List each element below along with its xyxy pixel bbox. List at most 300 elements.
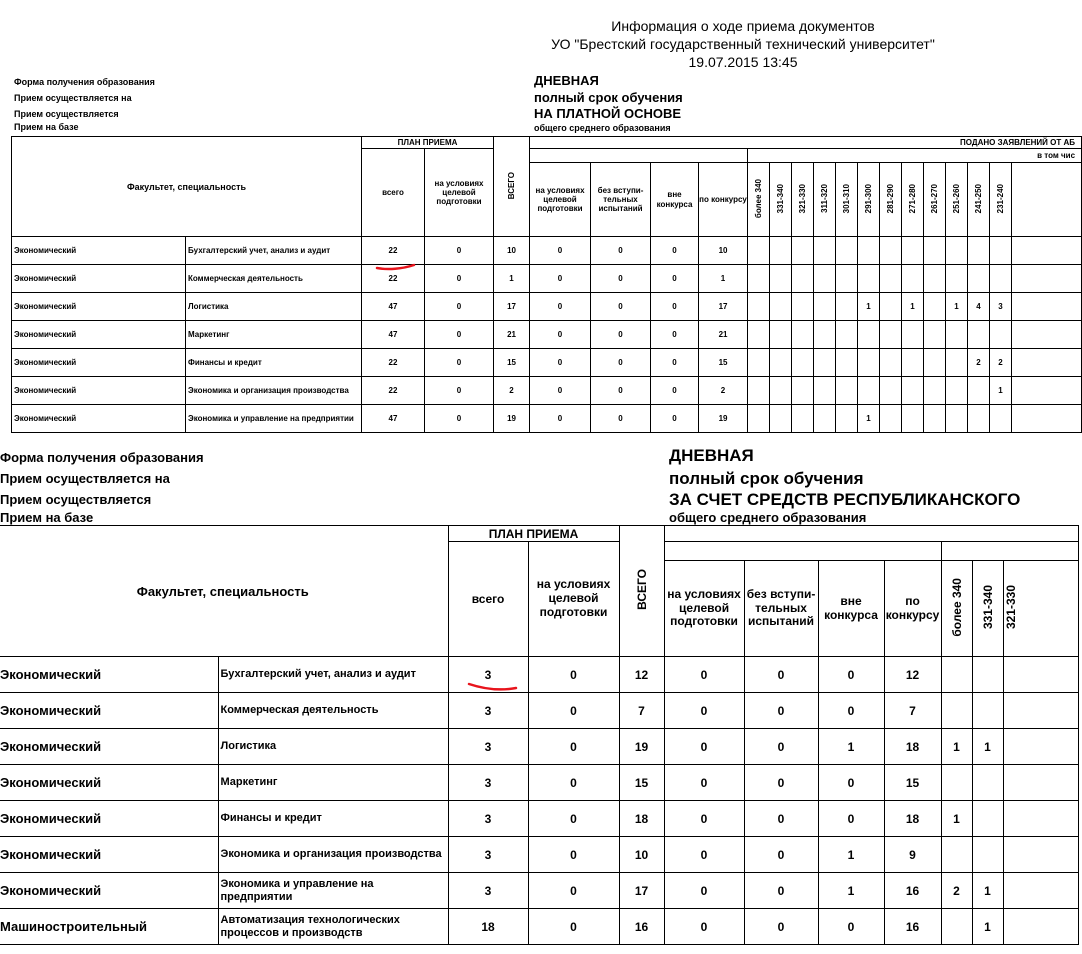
plan-total-cell: 3 [448,693,528,729]
faculty-cell: Экономический [0,693,218,729]
score-cell [941,909,972,945]
target-cell: 0 [664,801,744,837]
specialty-cell: Коммерческая деятельность [218,693,448,729]
score-range-header: 281-290 [880,163,902,237]
base-label: Прием на базе [14,122,79,132]
by-competition-cell: 15 [699,349,748,377]
accept-on-label: Прием осуществляется на [14,93,132,103]
score-cell: 1 [972,873,1003,909]
plan-target-cell: 0 [528,693,619,729]
score-cell [792,293,814,321]
score-cell [836,321,858,349]
table-row [12,405,1082,433]
plan-total-cell: 22 [362,377,425,405]
specialty-cell: Экономика и организация производства [218,837,448,873]
by-competition-cell: 16 [884,873,941,909]
score-cell [990,321,1012,349]
score-cell [814,265,836,293]
score-cell [1003,873,1078,909]
out-of-competition-cell: 0 [818,693,884,729]
table-row [0,909,1078,945]
score-cell [792,265,814,293]
table-row [0,765,1078,801]
score-cell: 1 [858,293,880,321]
score-cell [946,349,968,377]
plan-total-header: всего [362,149,425,237]
no-exam-cell: 0 [744,873,818,909]
total-cell: 16 [619,909,664,945]
score-cell [792,321,814,349]
out-of-competition-cell: 0 [651,265,699,293]
out-of-competition-cell: 0 [818,909,884,945]
by-competition-cell: 1 [699,265,748,293]
score-cell [972,837,1003,873]
table-row [0,693,1078,729]
score-cell [902,237,924,265]
table-row [0,801,1078,837]
faculty-cell: Экономический [12,349,186,377]
faculty-specialty-header: Факультет, специальность [0,526,448,657]
score-cell: 1 [972,909,1003,945]
score-cell: 1 [941,729,972,765]
paid-admission-table [11,136,1082,433]
plan-total-cell: 3 [448,801,528,837]
score-cell [748,349,770,377]
score-cell [1003,693,1078,729]
score-cell [990,237,1012,265]
score-cell: 1 [858,405,880,433]
out-of-competition-cell: 0 [818,657,884,693]
total-cell: 12 [619,657,664,693]
faculty-cell: Экономический [0,801,218,837]
faculty-cell: Экономический [0,729,218,765]
target-cell: 0 [530,349,591,377]
table-row [12,237,1082,265]
score-cell [972,765,1003,801]
score-cell [814,405,836,433]
score-cell: 3 [990,293,1012,321]
table-row [12,349,1082,377]
score-range-header: 301-310 [836,163,858,237]
specialty-cell: Бухгалтерский учет, анализ и аудит [218,657,448,693]
score-cell [770,321,792,349]
plan-target-cell: 0 [528,765,619,801]
table-row [0,837,1078,873]
score-cell [836,377,858,405]
table-row [0,873,1078,909]
faculty-cell: Экономический [0,657,218,693]
by-competition-cell: 18 [884,729,941,765]
specialty-cell: Автоматизация технологических процессов и производств [218,909,448,945]
score-cell: 2 [941,873,972,909]
faculty-specialty-header: Факультет, специальность [12,137,362,237]
score-cell: 1 [972,729,1003,765]
specialty-cell: Финансы и кредит [218,801,448,837]
plan-total-cell: 47 [362,321,425,349]
score-cell [770,293,792,321]
score-cell [946,265,968,293]
out-of-competition-header: вне конкурса [651,163,699,237]
faculty-cell: Экономический [0,837,218,873]
by-competition-cell: 19 [699,405,748,433]
score-range-header: 331-340 [972,561,1003,657]
plan-total-cell: 47 [362,293,425,321]
by-competition-cell: 18 [884,801,941,837]
total-cell: 21 [494,321,530,349]
total-header: ВСЕГО [494,137,530,237]
no-exam-header: без вступи-тельных испытаний [591,163,651,237]
plan-target-cell: 0 [528,837,619,873]
no-exam-cell: 0 [744,837,818,873]
plan-target-cell: 0 [528,657,619,693]
target-header: на условиях целевой подготовки [664,561,744,657]
no-exam-cell: 0 [591,293,651,321]
score-cell [770,377,792,405]
including-header: в том чис [748,149,1082,163]
by-competition-cell: 17 [699,293,748,321]
base-label: Прием на базе [0,510,94,525]
plan-total-cell: 47 [362,405,425,433]
score-cell [858,321,880,349]
score-cell [814,349,836,377]
by-competition-cell: 15 [884,765,941,801]
out-of-competition-cell: 1 [818,837,884,873]
score-cell [836,405,858,433]
table-row [0,657,1078,693]
score-cell [1003,765,1078,801]
accept-basis-label: Прием осуществляется [14,109,119,119]
out-of-competition-cell: 1 [818,729,884,765]
plan-target-cell: 0 [425,293,494,321]
red-underline-annotation [374,262,418,272]
table-row [12,321,1082,349]
accept-basis-label: Прием осуществляется [0,492,152,507]
score-cell [968,377,990,405]
total-cell: 15 [619,765,664,801]
no-exam-header: без вступи-тельных испытаний [744,561,818,657]
score-cell [941,693,972,729]
specialty-cell: Логистика [218,729,448,765]
score-cell [972,693,1003,729]
no-exam-cell: 0 [744,729,818,765]
score-cell [814,321,836,349]
plan-target-cell: 0 [425,321,494,349]
score-cell [880,405,902,433]
plan-target-cell: 0 [425,405,494,433]
score-range-header: 251-260 [946,163,968,237]
no-exam-cell: 0 [744,657,818,693]
score-cell [880,293,902,321]
out-of-competition-cell: 0 [651,293,699,321]
specialty-cell: Финансы и кредит [186,349,362,377]
score-cell [836,265,858,293]
no-exam-cell: 0 [591,265,651,293]
specialty-cell: Коммерческая деятельность [186,265,362,293]
score-cell [748,265,770,293]
target-cell: 0 [530,377,591,405]
specialty-cell: Бухгалтерский учет, анализ и аудит [186,237,362,265]
plan-target-cell: 0 [528,909,619,945]
total-cell: 10 [494,237,530,265]
base-value: общего среднего образования [534,123,671,133]
total-cell: 17 [494,293,530,321]
university-name: УО "Брестский государственный технический университет" [551,36,935,52]
score-cell [836,293,858,321]
total-cell: 15 [494,349,530,377]
score-cell [990,405,1012,433]
accept-basis-value: ЗА СЧЕТ СРЕДСТВ РЕСПУБЛИКАНСКОГО [669,490,1021,509]
score-cell [924,405,946,433]
score-cell [814,293,836,321]
score-cell [792,405,814,433]
section-paid [0,0,1076,430]
no-exam-cell: 0 [591,405,651,433]
score-cell [1003,837,1078,873]
table-row [0,729,1078,765]
faculty-cell: Экономический [12,265,186,293]
score-cell [792,237,814,265]
specialty-cell: Экономика и управление на предприятии [218,873,448,909]
score-cell [924,293,946,321]
score-cell [748,293,770,321]
out-of-competition-cell: 0 [651,349,699,377]
target-cell: 0 [530,405,591,433]
score-cell [792,349,814,377]
total-cell: 10 [619,837,664,873]
score-cell [858,377,880,405]
by-competition-cell: 2 [699,377,748,405]
form-value: ДНЕВНАЯ [534,73,599,88]
plan-total-cell: 3 [448,657,528,693]
plan-target-cell: 0 [425,377,494,405]
score-cell [968,265,990,293]
score-cell [880,265,902,293]
score-cell: 2 [968,349,990,377]
score-cell [902,377,924,405]
total-cell: 18 [619,801,664,837]
target-cell: 0 [530,265,591,293]
score-cell: 4 [968,293,990,321]
out-of-competition-cell: 0 [651,321,699,349]
score-cell [836,349,858,377]
no-exam-cell: 0 [744,801,818,837]
form-label: Форма получения образования [14,77,155,87]
faculty-cell: Экономический [0,765,218,801]
plan-target-cell: 0 [528,801,619,837]
score-cell [924,377,946,405]
out-of-competition-cell: 0 [651,405,699,433]
score-cell [814,377,836,405]
out-of-competition-header: вне конкурса [818,561,884,657]
score-cell [770,265,792,293]
score-cell [880,349,902,377]
accept-on-value: полный срок обучения [669,469,864,488]
target-header: на условиях целевой подготовки [530,163,591,237]
score-range-header: 231-240 [990,163,1012,237]
table-row [12,265,1082,293]
report-title: Информация о ходе приема документов [611,18,875,34]
no-exam-cell: 0 [591,377,651,405]
specialty-cell: Маркетинг [186,321,362,349]
plan-total-cell: 22 [362,349,425,377]
red-underline-annotation [466,680,520,694]
faculty-cell: Экономический [12,405,186,433]
score-range-header: 311-320 [814,163,836,237]
score-cell [770,349,792,377]
total-cell: 19 [619,729,664,765]
total-cell: 17 [619,873,664,909]
plan-total-cell: 22 [362,265,425,293]
by-competition-header: по конкурсу [884,561,941,657]
out-of-competition-cell: 0 [651,377,699,405]
target-cell: 0 [664,657,744,693]
total-cell: 19 [494,405,530,433]
target-cell: 0 [664,837,744,873]
score-cell [770,405,792,433]
plan-total-cell: 3 [448,729,528,765]
score-cell [968,321,990,349]
score-range-header: 261-270 [924,163,946,237]
total-cell: 2 [494,377,530,405]
specialty-cell: Маркетинг [218,765,448,801]
plan-target-cell: 0 [528,729,619,765]
target-cell: 0 [664,729,744,765]
score-cell [968,237,990,265]
score-cell [1003,801,1078,837]
score-cell [972,801,1003,837]
score-cell [946,405,968,433]
score-cell [902,321,924,349]
accept-on-value: полный срок обучения [534,90,683,105]
specialty-cell: Экономика и управление на предприятии [186,405,362,433]
score-cell [902,265,924,293]
score-cell [924,349,946,377]
accept-basis-value: НА ПЛАТНОЙ ОСНОВЕ [534,106,682,121]
score-range-header: 321-330 [792,163,814,237]
score-cell: 1 [941,801,972,837]
score-cell [941,837,972,873]
plan-target-cell: 0 [425,265,494,293]
table-row [12,377,1082,405]
accept-on-label: Прием осуществляется на [0,471,170,486]
score-cell [880,321,902,349]
score-cell [858,237,880,265]
score-range-header: 241-250 [968,163,990,237]
target-cell: 0 [664,693,744,729]
score-cell [946,237,968,265]
score-cell [946,321,968,349]
plan-total-cell: 18 [448,909,528,945]
faculty-cell: Экономический [12,293,186,321]
score-cell [968,405,990,433]
faculty-cell: Экономический [0,873,218,909]
score-cell [902,349,924,377]
score-range-header: 271-280 [902,163,924,237]
no-exam-cell: 0 [591,237,651,265]
score-cell [770,237,792,265]
plan-target-cell: 0 [425,237,494,265]
score-cell [941,765,972,801]
score-cell [924,265,946,293]
score-cell [792,377,814,405]
score-cell [972,657,1003,693]
submitted-header: ПОДАНО ЗАЯВЛЕНИЙ ОТ АБ [530,137,1082,149]
no-exam-cell: 0 [591,349,651,377]
score-cell: 2 [990,349,1012,377]
score-cell [924,237,946,265]
score-cell [748,377,770,405]
specialty-cell: Логистика [186,293,362,321]
score-range-header: более 340 [941,561,972,657]
score-cell [1003,909,1078,945]
form-value: ДНЕВНАЯ [669,446,754,465]
by-competition-cell: 9 [884,837,941,873]
plan-total-header: всего [448,542,528,657]
score-cell [946,377,968,405]
target-cell: 0 [664,909,744,945]
faculty-cell: Экономический [12,377,186,405]
base-value: общего среднего образования [669,510,867,525]
by-competition-cell: 12 [884,657,941,693]
plan-target-header: на условиях целевой подготовки [425,149,494,237]
plan-header: ПЛАН ПРИЕМА [448,526,619,542]
score-cell [1003,729,1078,765]
score-cell [858,349,880,377]
score-cell [858,265,880,293]
score-range-header: 291-300 [858,163,880,237]
plan-header: ПЛАН ПРИЕМА [362,137,494,149]
target-cell: 0 [530,237,591,265]
score-cell: 1 [902,293,924,321]
score-cell [748,321,770,349]
by-competition-cell: 7 [884,693,941,729]
total-cell: 7 [619,693,664,729]
by-competition-cell: 16 [884,909,941,945]
plan-total-cell: 3 [448,837,528,873]
by-competition-header: по конкурсу [699,163,748,237]
budget-admission-table [0,525,1079,945]
plan-target-cell: 0 [425,349,494,377]
score-cell [748,405,770,433]
target-cell: 0 [530,321,591,349]
score-cell: 1 [990,377,1012,405]
score-cell [990,265,1012,293]
plan-total-cell: 3 [448,873,528,909]
form-label: Форма получения образования [0,450,204,465]
faculty-cell: Машиностроительный [0,909,218,945]
target-cell: 0 [530,293,591,321]
plan-total-cell: 3 [448,765,528,801]
out-of-competition-cell: 0 [818,801,884,837]
plan-total-cell: 22 [362,237,425,265]
score-range-header: 331-340 [770,163,792,237]
plan-target-cell: 0 [528,873,619,909]
out-of-competition-cell: 0 [651,237,699,265]
score-cell [924,321,946,349]
by-competition-cell: 21 [699,321,748,349]
score-cell: 1 [946,293,968,321]
total-header: ВСЕГО [619,526,664,657]
no-exam-cell: 0 [744,765,818,801]
score-cell [814,237,836,265]
faculty-cell: Экономический [12,237,186,265]
score-cell [1003,657,1078,693]
score-cell [836,237,858,265]
score-cell [880,237,902,265]
no-exam-cell: 0 [744,693,818,729]
total-cell: 1 [494,265,530,293]
faculty-cell: Экономический [12,321,186,349]
